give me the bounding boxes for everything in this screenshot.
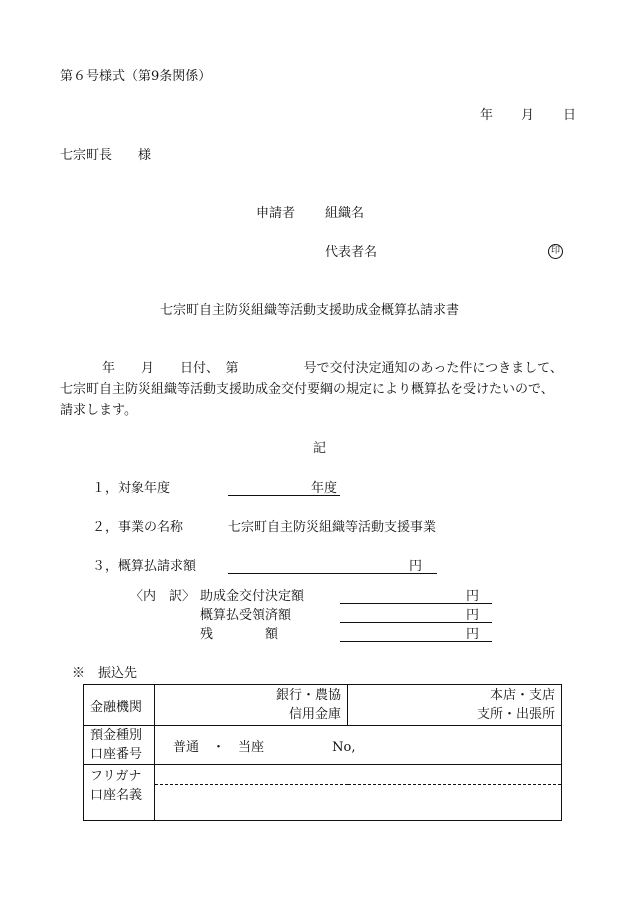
account-number-label: 口座番号 — [90, 747, 143, 762]
bank-type-cell — [155, 685, 348, 726]
date-year: 年 — [480, 108, 494, 123]
item1-suffix: 年度 — [311, 481, 338, 496]
date-day: 日 — [563, 108, 577, 123]
bank-type-line1: 銀行・農協 — [275, 688, 341, 703]
breakdown-row3-yen: 円 — [466, 627, 480, 642]
branch-type-cell — [348, 685, 562, 726]
account-no-label: No, — [332, 739, 356, 755]
bank-transfer-table — [83, 684, 562, 821]
account-types: 普通 ・ 当座 — [173, 739, 265, 755]
branch-type-line1: 本店・支店 — [489, 688, 555, 703]
breakdown-row1-label: 助成金交付決定額 — [200, 589, 305, 604]
date-month: 月 — [521, 108, 535, 123]
representative-label: 代表者名 — [325, 245, 378, 260]
item3-suffix: 円 — [409, 559, 423, 574]
transfer-heading: ※ 振込先 — [72, 666, 138, 681]
org-name-label: 組織名 — [325, 206, 365, 221]
breakdown-row1-yen: 円 — [466, 589, 480, 604]
branch-type-line2: 支所・出張所 — [476, 707, 555, 722]
account-label-cell — [84, 726, 155, 765]
body-line-1: 年 月 日付、 第 号で交付決定通知のあった件につきまして、 — [102, 361, 563, 376]
breakdown-row2-label: 概算払受領済額 — [200, 608, 292, 623]
item2-value: 七宗町自主防災組織等活動支援事業 — [228, 520, 437, 535]
account-type-label: 預金種別 — [90, 728, 143, 743]
breakdown-row2-yen: 円 — [466, 608, 480, 623]
institution-label: 金融機関 — [84, 685, 155, 726]
furigana-field[interactable] — [155, 765, 562, 785]
breakdown-heading: 〈内 訳〉 — [130, 589, 196, 604]
item3-underline — [228, 573, 437, 574]
bank-type-line2: 信用金庫 — [288, 707, 341, 722]
document-title: 七宗町自主防災組織等活動支援助成金概算払請求書 — [160, 303, 460, 318]
furigana-label: フリガナ — [84, 765, 155, 785]
applicant-label: 申請者 — [256, 206, 296, 221]
item1-label: １，対象年度 — [92, 481, 171, 496]
request-body — [60, 358, 580, 421]
account-name-field[interactable] — [155, 784, 562, 820]
form-number: 第６号様式（第9条関係） — [60, 69, 212, 84]
account-name-label: 口座名義 — [84, 784, 155, 820]
item3-label: ３，概算払請求額 — [92, 559, 197, 574]
ki-heading: 記 — [313, 441, 327, 456]
body-line-2: 七宗町自主防災組織等活動支援助成金交付要綱の規定により概算払を受けたいので、 — [60, 382, 554, 397]
breakdown-row3-label: 残 額 — [200, 627, 279, 642]
item2-label: ２，事業の名称 — [92, 520, 184, 535]
account-info-cell[interactable] — [155, 726, 562, 765]
addressee: 七宗町長 様 — [60, 148, 152, 163]
seal-mark: 印 — [548, 244, 563, 259]
body-line-3: 請求します。 — [60, 403, 137, 418]
